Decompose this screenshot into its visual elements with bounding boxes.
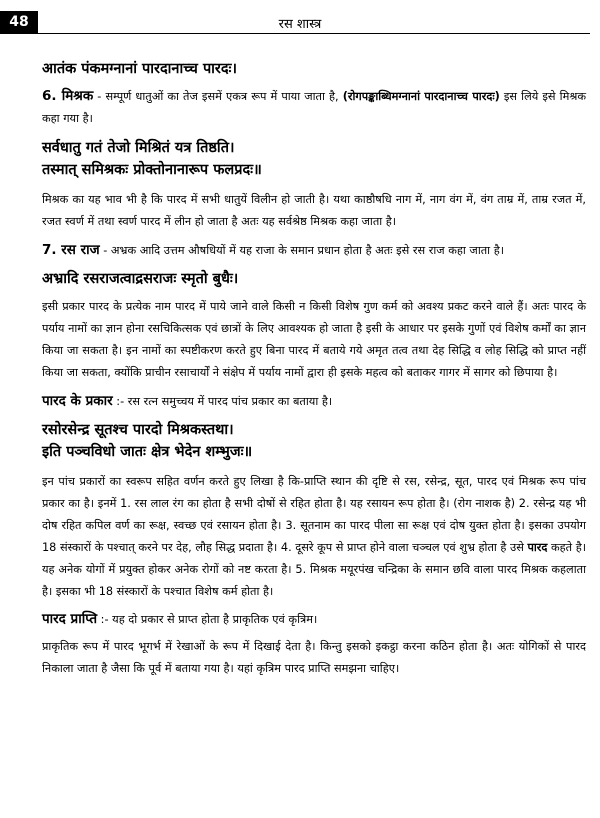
section-prakar-heading: पारद के प्रकार bbox=[42, 393, 113, 409]
paragraph-3 bbox=[42, 471, 586, 603]
section-6-text-2: इस लिये इसे मिश्रक कहा गया है। bbox=[42, 90, 586, 125]
verse-4-line-1: रसोरसेन्द्र सूतश्च पारदो मिश्रकस्तथा। bbox=[42, 422, 234, 438]
paragraph-3-part-2: कहते है। यह अनेक योगों में प्रयुक्त होकर अनेक रोगों को नष्ट करता है। 5. मिश्रक मयूरपंख चन्द्रिका के समान छवि वाला पारद मिश्रक कहलाता है। इसका भी 18 संस्कारों के पश्चात विशेष कर्म होता है। bbox=[42, 541, 586, 598]
section-6-paragraph bbox=[42, 85, 586, 130]
verse-3: अभ्रादि रसराजत्वाद्रसराजः स्मृतो बुधैः। bbox=[42, 271, 239, 287]
verse-1: आतंक पंकमग्नानां पारदानाच्च पारदः। bbox=[42, 61, 237, 77]
header-rule bbox=[38, 33, 590, 34]
verse-2-line-1: सर्वधातु गतं तेजो मिश्रितं यत्र तिष्ठति। bbox=[42, 140, 235, 156]
verse-2-line-2: तस्मात् समिश्रकः प्रोक्तोनानारूप फलप्रदः॥ bbox=[42, 162, 262, 178]
section-6-bold: (रोगपङ्काब्धिमग्नानां पारदानाच्च पारदः) bbox=[342, 90, 500, 103]
section-7-paragraph bbox=[42, 239, 586, 262]
section-prapti-text: :- यह दो प्रकार से प्राप्त होता है प्राकृतिक एवं कृत्रिम। bbox=[97, 613, 318, 626]
paragraph-2: इसी प्रकार पारद के प्रत्येक नाम पारद में पाये जाने वाले किसी न किसी विशेष गुण कर्म को अवश्य प्रकट करने वाले हैं। अतः पारद के पर्याय नामों का ज्ञान होना रसचिकित्सक एवं छात्रों के लिए आवश्यक हो जाता है इसी के आधार पर इसके गुणों एवं विशेष कर्मों का ज्ञान किया जा सकता है। इन नामों का स्पष्टीकरण करते हुए बिना पारद में बताये गये अमृत तत्व तथा देह सिद्धि व लोह सिद्धि को प्राप्त नहीं किया जा सकता, क्योंकि प्राचीन रसाचार्यों ने संक्षेप में पर्याय नामों द्वारा ही इसके महत्व को बताकर गागर में सागर को छिपाया है। bbox=[42, 300, 586, 379]
section-prapti-heading: पारद प्राप्ति bbox=[42, 611, 98, 627]
verse-2 bbox=[42, 137, 586, 181]
verse-4-line-2: इति पञ्चविधो जातः क्षेत्र भेदेन शम्भुजः॥ bbox=[42, 444, 253, 460]
page-number: 48 bbox=[0, 11, 38, 34]
section-prapti-paragraph bbox=[42, 608, 586, 631]
section-prakar-text: :- रस रत्न समुच्चय में पारद पांच प्रकार का बताया है। bbox=[112, 395, 333, 408]
verse-4 bbox=[42, 419, 586, 463]
page-content bbox=[42, 36, 586, 680]
section-7-heading: 7. रस राज bbox=[42, 242, 100, 258]
page-header bbox=[0, 0, 600, 34]
section-6-heading: 6. मिश्रक bbox=[42, 88, 94, 104]
paragraph-3-part-1: इन पांच प्रकारों का स्वरूप सहित वर्णन करते हुए लिखा है कि-प्राप्ति स्थान की दृष्टि से रस, रसेन्द्र, सूत, पारद एवं मिश्रक रूप पांच प्रकार का है। इनमें 1. रस लाल रंग का होता है सभी दोषों से रहित होता है। यह रसायन रूप होता है। (रोग नाशक है) 2. रसेन्द्र यह भी दोष रहित कपिल वर्ण का रूक्ष, स्वच्छ एवं रसायन होता है। 3. सूतनाम का पारद पीला सा रूक्ष एवं दोष युक्त होता है। इसका उपयोग 18 संस्कारों के पश्चात् करने पर देह, लौह सिद्ध प्रदाता है। 4. दूसरे कूप से प्राप्त होने वाला चञ्चल एवं शुभ्र होता है उसे bbox=[42, 475, 586, 554]
section-6-text-1: - सम्पूर्ण धातुओं का तेज इसमें एकत्र रूप में पाया जाता है, bbox=[93, 90, 343, 103]
running-title: रस शास्त्र bbox=[278, 17, 322, 32]
section-prakar-paragraph bbox=[42, 390, 586, 413]
section-7-text: - अभ्रक आदि उत्तम औषधियों में यह राजा के समान प्रधान होता है अतः इसे रस राज कहा जाता है। bbox=[99, 244, 504, 257]
paragraph-4: प्राकृतिक रूप में पारद भूगर्भ में रेखाओं के रूप में दिखाई देता है। किन्तु इसको इकट्ठा करना कठिन होता है। अतः योगिकों से पारद निकाला जाता है जैसा कि पूर्व में बताया गया है। यहां कृत्रिम पारद प्राप्ति समझना चाहिए। bbox=[42, 640, 586, 675]
paragraph-3-bold: पारद bbox=[527, 541, 548, 554]
paragraph-1: मिश्रक का यह भाव भी है कि पारद में सभी धातुयें विलीन हो जाती है। यथा काष्ठौषधि नाग में, नाग वंग में, वंग ताम्र में, ताम्र रजत में, रजत स्वर्ण में तथा स्वर्ण पारद में लीन हो जाता है अतः यह सर्वश्रेष्ठ मिश्रक कहा जाता है। bbox=[42, 193, 586, 228]
